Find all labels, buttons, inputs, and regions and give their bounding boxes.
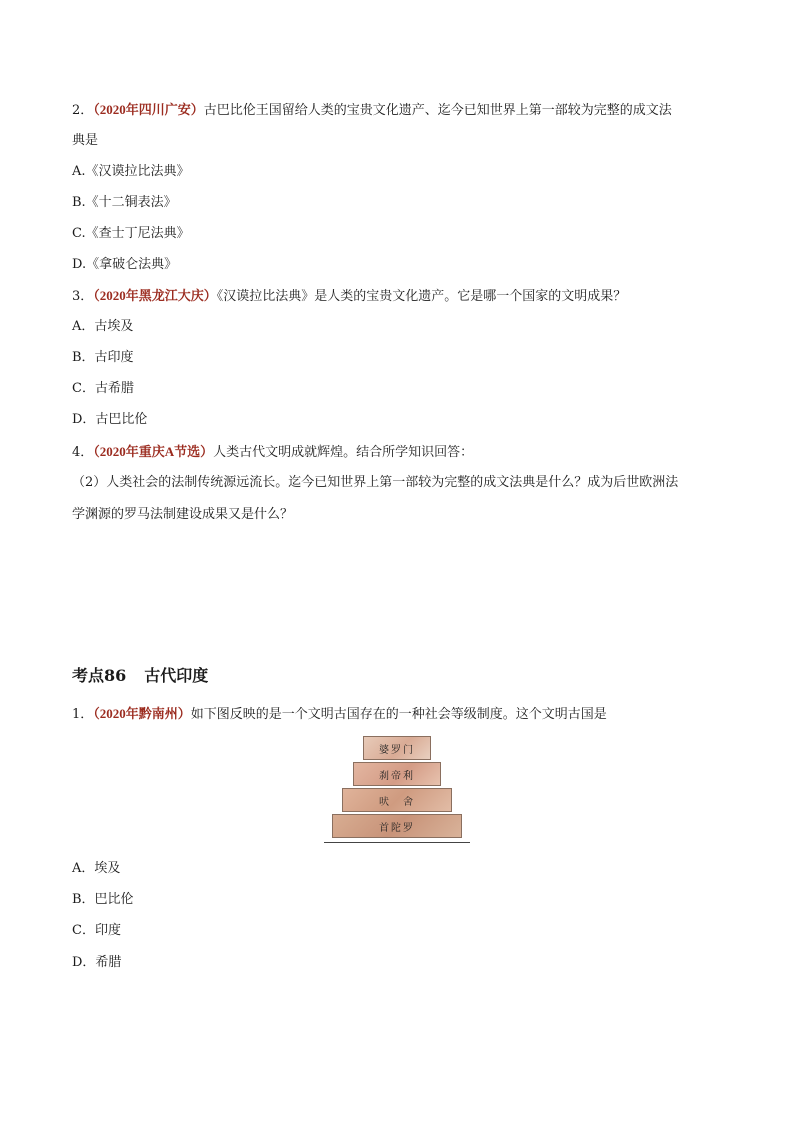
s1-option-d: D．希腊 (72, 955, 122, 970)
q2-text-line2: 典是 (72, 133, 99, 148)
pyramid-tier-shudra: 首陀罗 (332, 814, 462, 838)
q2-option-c: C.《查士丁尼法典》 (72, 226, 190, 241)
q4-text: 人类古代文明成就辉煌。结合所学知识回答： (213, 445, 474, 460)
q4-number: 4． (72, 445, 94, 460)
q3-text: 《汉谟拉比法典》是人类的宝贵文化遗产。它是哪一个国家的文明成果？ (216, 289, 627, 304)
q4-stem (72, 443, 734, 462)
s1-number: 1． (72, 707, 94, 722)
pyramid-baseline (324, 842, 470, 843)
q4-sub-line2: 学渊源的罗马法制建设成果又是什么？ (72, 507, 294, 522)
q3-option-a: A．古埃及 (72, 319, 134, 334)
q3-option-c: C．古希腊 (72, 381, 134, 396)
q3-option-b: B．古印度 (72, 350, 134, 365)
q2-source: （2020年四川广安） (93, 102, 204, 117)
q3-option-d: D．古巴比伦 (72, 412, 148, 427)
q4-source: （2020年重庆A节选） (93, 444, 214, 459)
pyramid-tier-kshatriya: 刹帝利 (353, 762, 441, 786)
q4-sub-line1: （2）人类社会的法制传统源远流长。迄今已知世界上第一部较为完整的成文法典是什么？成为后世欧洲法 (72, 475, 679, 490)
q2-option-b: B.《十二铜表法》 (72, 195, 177, 210)
q3-stem (72, 287, 734, 306)
q3-source: （2020年黑龙江大庆） (93, 288, 217, 303)
section-title: 古代印度 (144, 666, 209, 685)
pyramid-tier-vaishya: 吠 舍 (342, 788, 452, 812)
section-heading (72, 667, 734, 685)
q2-option-a: A.《汉谟拉比法典》 (72, 164, 190, 179)
q3-number: 3． (72, 289, 94, 304)
section-code: 考点86 (72, 666, 127, 685)
s1-source: （2020年黔南州） (93, 706, 191, 721)
caste-pyramid-figure (324, 736, 470, 846)
q2-number: 2． (72, 103, 94, 118)
s1-option-c: C．印度 (72, 923, 121, 938)
q2-option-d: D.《拿破仑法典》 (72, 257, 178, 272)
s1-option-b: B．巴比伦 (72, 892, 134, 907)
pyramid-tier-brahmin: 婆罗门 (363, 736, 431, 760)
s1-stem (72, 705, 734, 724)
s1-option-a: A．埃及 (72, 861, 121, 876)
s1-text: 如下图反映的是一个文明古国存在的一种社会等级制度。这个文明古国是 (190, 707, 607, 722)
q2-text-line1: 古巴比伦王国留给人类的宝贵文化遗产、迄今已知世界上第一部较为完整的成文法 (203, 103, 672, 118)
q2-stem-line1 (72, 101, 734, 120)
